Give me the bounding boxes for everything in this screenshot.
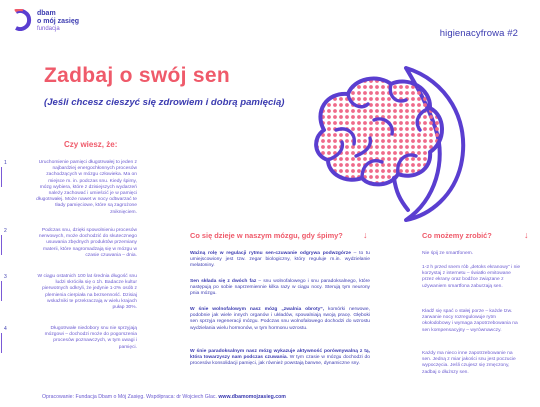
- mid-heading: Co się dzieje w naszym mózgu, gdy śpimy?: [190, 231, 343, 240]
- footer: [42, 394, 286, 400]
- mid-paragraph-bold: W śnie wolnofalowym nasz mózg „zwalnia obroty”,: [190, 307, 325, 312]
- brand-name: [37, 10, 79, 25]
- mid-paragraph-bold: W śnie paradoksalnym nasz mózg wykazuje aktywność porównywalną z tą, która towarzyszy nam podczas czuwania.: [190, 349, 370, 361]
- mid-paragraph-bold: Sen składa się z dwóch faz: [190, 279, 257, 284]
- fact-divider: [1, 333, 2, 353]
- brand-sub: fundacja: [37, 26, 60, 32]
- brand-line-2: o mój zasięg: [37, 17, 80, 25]
- mid-paragraph-rest: – snu wolnofalowego i snu paradoksalnego, które następują po sobie naprzemiennie kilka razy w ciągu nocy. Sterują tym neurony pnia mózgu.: [190, 279, 370, 297]
- fact-text: Uruchomienie pamięci długotrwałej to jeden z najbardziej energochłonnych procesów zachodzących w mózgu człowieka. Ma on miejsce m. in. podczas snu. Kiedy śpimy, mózg wybiera, które z dzisiejszych wydarzeń należy zachować i umieścić je w pamięci długotrwałej. Może nawet w nocy odtwarzać te tłady pamięciowe, które są zagrożone zniknięciem.: [36, 160, 137, 215]
- tips-heading: Co możemy zrobić?: [422, 231, 492, 240]
- brand-arc-icon: [13, 9, 33, 31]
- page-title: Zadbaj o swój sen: [44, 64, 230, 87]
- tip-paragraph: Nie śpij ze smartfonem.: [422, 251, 474, 256]
- fact-divider: [1, 235, 2, 255]
- mid-paragraph-rest: komórki nerwowe, podobnie jak wiele innych organów i układów, spowalniają swoją pracę. Głęboki sen sprzyja regeneracji mózgu. Podczas snu wolnofalowego dochodzi do wzrostu wydzielania wielu hormonów, w tym hormonu wzrostu.: [190, 307, 370, 331]
- tip-paragraph: Każdy ma nieco inne zapotrzebowanie na sen. Jedną z miar jakości snu jest poczucie wypoczęcia. Jeśli czujesz się zmęczony, zadbaj o dłuższy sen.: [422, 351, 516, 375]
- fact-text: W ciągu ostatnich 100 lat średnia długość snu ludzi skróciła się o 1h. Badacze kultur pierwotnych odkryli, że jedynie 1-2% osób z plemienia cierpiała na bezsenność. Dzisiaj wskaźniki te przekraczają w wielu krajach pułap 30%.: [37, 274, 137, 311]
- brain-stem: [394, 178, 408, 210]
- arrow-down-icon: ↓: [363, 230, 368, 240]
- mid-paragraph-bold: Ważną rolę w regulacji rytmu sen-czuwanie odgrywa podwzgórze: [190, 251, 351, 256]
- footer-website-link[interactable]: www.dbamomojzasieg.com: [218, 394, 286, 400]
- page-subtitle: (Jeśli chcesz cieszyć się zdrowiem i dobrą pamięcią): [44, 97, 285, 108]
- tip-paragraph: 1-2 h przed snem rób „detoks ekranowy” i nie korzystaj z internetu – światło emitowane przez ekrany oraz bodźce związane z używaniem smartfona zaburzają sen.: [422, 265, 521, 289]
- footer-credits: Opracowanie: Fundacja Dbam o Mój Zasięg. Współpraca: dr Wojciech Glac.: [42, 394, 217, 400]
- mid-paragraph-rest: W tym czasie w mózgu dochodzi do procesów konsolidacji pamięci, jak również powstają barwne, dynamiczne sny.: [190, 355, 370, 367]
- fact-text: Podczas snu, dzięki spowolnieniu procesów nerwowych, może dochodzić do skutecznego usuwania zbędnych produktów przemiany materii, które nagromadzają się w mózgu w czasie czuwania – dnia.: [38, 228, 137, 258]
- facts-section: [0, 140, 150, 390]
- mid-paragraph: [190, 279, 370, 298]
- fact-number: 2: [4, 228, 7, 234]
- fact-number: 1: [4, 160, 7, 166]
- fact-divider: [1, 167, 2, 187]
- mid-paragraph: [190, 349, 370, 368]
- brand-line-1: dbam: [37, 10, 56, 17]
- fact-divider: [1, 281, 2, 301]
- facts-heading: Czy wiesz, że:: [64, 140, 118, 149]
- fact-text: Długotrwałe niedobory snu nie sprzyjają mózgowi – dochodzi może do pogorszenia procesów poznawczych, w tym uwagi i pamięci.: [44, 326, 137, 350]
- brain-moon-illustration: [296, 60, 472, 230]
- arrow-down-icon: ↓: [524, 230, 529, 240]
- tip-paragraph: Kładź się spać o stałej porze – każde tzw. zarwanie nocy rozregulowuje rytm okołodobowy i wymaga zapotrzebowania na sen kompensacyjny – wyrównawczy.: [422, 309, 518, 333]
- fact-number: 4: [4, 326, 7, 332]
- mid-paragraph: [190, 307, 370, 332]
- mid-paragraph: [190, 251, 370, 270]
- brain-during-sleep-section: [172, 231, 372, 401]
- hashtag: higienacyfrowa #2: [439, 28, 518, 39]
- fact-number: 3: [4, 274, 7, 280]
- mid-paragraph-rest: – to tu umiejscowiony jest tzw. zegar biologiczny, który reguluje m.in. wydzielanie melatoniny.: [190, 251, 370, 269]
- brand-logo: [13, 9, 103, 41]
